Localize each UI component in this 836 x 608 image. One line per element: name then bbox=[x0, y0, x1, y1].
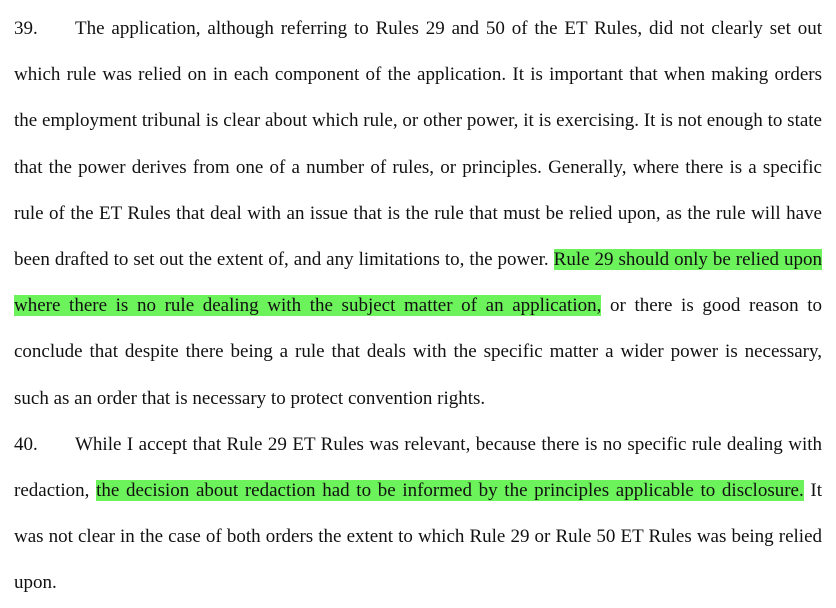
paragraph-text: While I accept that Rule 29 ET Rules was relevant, because there is no specific rule dealing with redaction, bbox=[14, 433, 822, 502]
paragraph-number: 39. bbox=[14, 18, 38, 39]
highlighted-text: Rule 29 should only be relied upon where there is no rule dealing with the subject matter of an application, bbox=[14, 249, 822, 317]
paragraph-text: or there is good reason to conclude that despite there being a rule that deals with the specific matter a wider power is necessary, such as an order that is necessary to protect convention rights. bbox=[14, 295, 822, 409]
paragraph-39 bbox=[14, 0, 822, 422]
paragraph-text: It was not clear in the case of both orders the extent to which Rule 29 or Rule 50 ET Rules was being relied upon. bbox=[14, 480, 823, 594]
paragraph-40 bbox=[14, 422, 822, 607]
paragraph-text: The application, although referring to Rules 29 and 50 of the ET Rules, did not clearly set out which rule was relied on in each component of the application. It is important that when making orders the employment tribunal is clear about which rule, or other power, it is exercising. It is not enough to state that the power derives from one of a number of rules, or principles. Generally, where there is a specific rule of the ET Rules that deal with an issue that is the rule that must be relied upon, as the rule will have been drafted to set out the extent of, and any limitations to, the power. bbox=[14, 18, 822, 271]
highlighted-text: the decision about redaction had to be informed by the principles applicable to disclosure. bbox=[96, 480, 804, 502]
paragraph-number: 40. bbox=[14, 433, 38, 455]
